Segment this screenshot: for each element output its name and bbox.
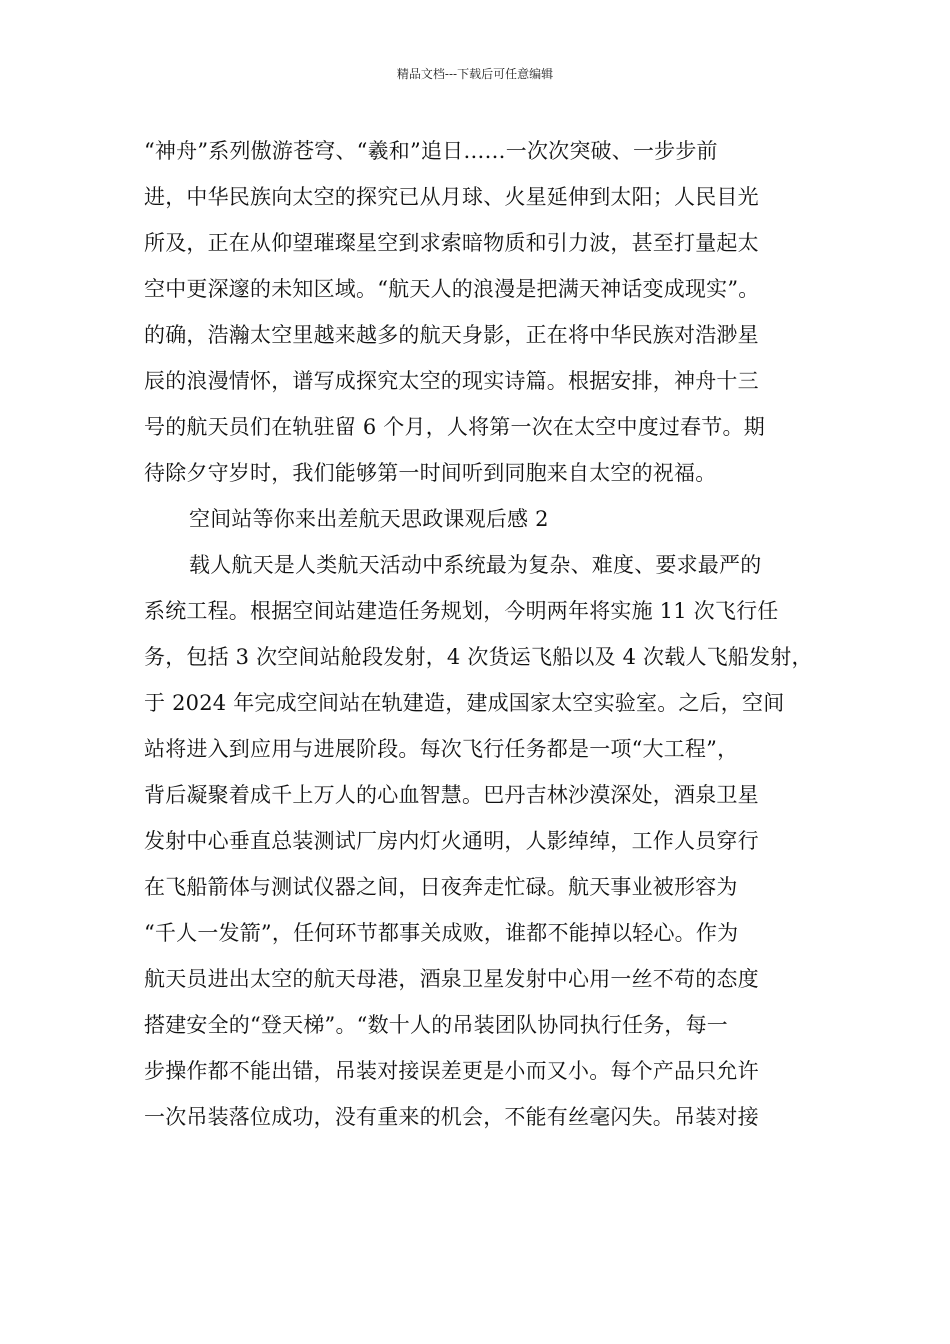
text-line: 空中更深邃的未知区域。“航天人的浪漫是把满天神话变成现实”。 <box>144 277 760 301</box>
document-body <box>144 128 814 1140</box>
text-line: 步操作都不能出错，吊装对接误差更是小而又小。每个产品只允许 <box>144 1059 759 1083</box>
page-header: 精品文档---下载后可任意编辑 <box>396 67 554 81</box>
text-line: 航天员进出太空的航天母港，酒泉卫星发射中心用一丝不苟的态度 <box>144 967 759 991</box>
text-line: “千人一发箭”，任何环节都事关成败，谁都不能掉以轻心。作为 <box>144 921 739 945</box>
text-line: 发射中心垂直总装测试厂房内灯火通明，人影绰绰，工作人员穿行 <box>144 829 759 853</box>
text-line: 一次吊装落位成功，没有重来的机会，不能有丝毫闪失。吊装对接 <box>144 1105 759 1129</box>
text-line: 号的航天员们在轨驻留 6 个月，人将第一次在太空中度过春节。期 <box>144 415 765 439</box>
text-line: 所及，正在从仰望璀璨星空到求索暗物质和引力波，甚至打量起太 <box>144 231 759 255</box>
text-line: “神舟”系列傲游苍穹、“羲和”追日……一次次突破、一步步前 <box>144 139 718 163</box>
text-line: 待除夕守岁时，我们能够第一时间听到同胞来自太空的祝福。 <box>144 461 717 485</box>
text-line: 载人航天是人类航天活动中系统最为复杂、难度、要求最严的 <box>189 553 762 577</box>
text-line: 于 2024 年完成空间站在轨建造，建成国家太空实验室。之后，空间 <box>144 691 785 715</box>
section-title: 空间站等你来出差航天思政课观后感 2 <box>189 507 549 531</box>
text-line: 的确，浩瀚太空里越来越多的航天身影，正在将中华民族对浩渺星 <box>144 323 759 347</box>
text-line: 辰的浪漫情怀，谱写成探究太空的现实诗篇。根据安排，神舟十三 <box>144 369 759 393</box>
text-line: 务，包括 3 次空间站舱段发射，4 次货运飞船以及 4 次载人飞船发射， <box>144 645 813 669</box>
text-line: 在飞船箭体与测试仪器之间，日夜奔走忙碌。航天事业被形容为 <box>144 875 738 899</box>
text-line: 站将进入到应用与进展阶段。每次飞行任务都是一项“大工程”， <box>144 737 739 761</box>
text-line: 系统工程。根据空间站建造任务规划，今明两年将实施 11 次飞行任 <box>144 599 779 623</box>
text-line: 搭建安全的“登天梯”。“数十人的吊装团队协同执行任务，每一 <box>144 1013 729 1037</box>
text-line: 进，中华民族向太空的探究已从月球、火星延伸到太阳；人民目光 <box>144 185 759 209</box>
text-line: 背后凝聚着成千上万人的心血智慧。巴丹吉林沙漠深处，酒泉卫星 <box>144 783 759 807</box>
